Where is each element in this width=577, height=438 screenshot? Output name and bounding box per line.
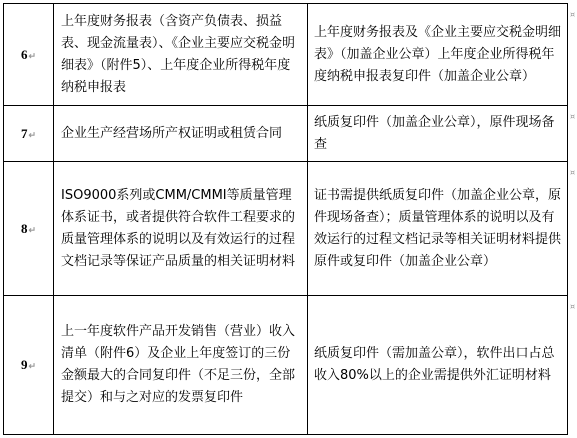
- table-row: [4, 162, 568, 296]
- material-text: 纸质复印件（需加盖公章），软件出口占总收入80%以上的企业需提供外汇证明材料: [314, 346, 555, 383]
- requirement-text: 企业生产经营场所产权证明或租赁合同: [61, 125, 283, 141]
- requirement-cell: [54, 106, 308, 162]
- end-of-row-mark: ¤: [570, 302, 576, 311]
- table-row: [4, 4, 568, 106]
- material-cell: [308, 106, 568, 162]
- material-text: 证书需提供纸质复印件（加盖企业公章，原件现场备查）；质量管理体系的说明以及有效运行的过程文档记录等相关证明材料提供原件或复印件（加盖企业公章）: [314, 187, 562, 269]
- material-text: 上年度财务报表及《企业主要应交税金明细表》（加盖企业公章）上年度企业所得税年度纳税申报表复印件（加盖企业公章）: [314, 24, 562, 84]
- requirement-cell: [54, 162, 308, 296]
- table-row: [4, 106, 568, 162]
- material-cell: [308, 4, 568, 106]
- end-of-row-mark: ¤: [570, 112, 576, 121]
- requirement-text: 上一年度软件产品开发销售（营业）收入清单（附件6）及企业上年度签订的三份金额最大的合同复印件（不足三份，全部提交）和与之对应的发票复印件: [61, 324, 296, 405]
- row-number: 6↵: [4, 4, 54, 106]
- end-of-row-mark: ¤: [570, 10, 576, 19]
- requirement-cell: [54, 296, 308, 435]
- row-number: 7↵: [4, 106, 54, 162]
- requirements-table: [3, 3, 568, 435]
- material-cell: [308, 162, 568, 296]
- end-of-row-mark: ¤: [570, 168, 576, 177]
- row-number: 9↵: [4, 296, 54, 435]
- row-number: 8↵: [4, 162, 54, 296]
- requirement-cell: [54, 4, 308, 106]
- material-text: 纸质复印件（加盖企业公章），原件现场备查: [314, 114, 555, 152]
- requirement-text: ISO9000系列或CMM/CMMI等质量管理体系证书，或者提供符合软件工程要求的质量管理体系的说明以及有效运行的过程文档记录等保证产品质量的相关证明材料: [61, 187, 296, 269]
- material-cell: [308, 296, 568, 435]
- table-row: [4, 296, 568, 435]
- requirement-text: 上年度财务报表（含资产负债表、损益表、现金流量表）、《企业主要应交税金明细表》（附件5）、上年度企业所得税年度纳税申报表: [61, 13, 296, 95]
